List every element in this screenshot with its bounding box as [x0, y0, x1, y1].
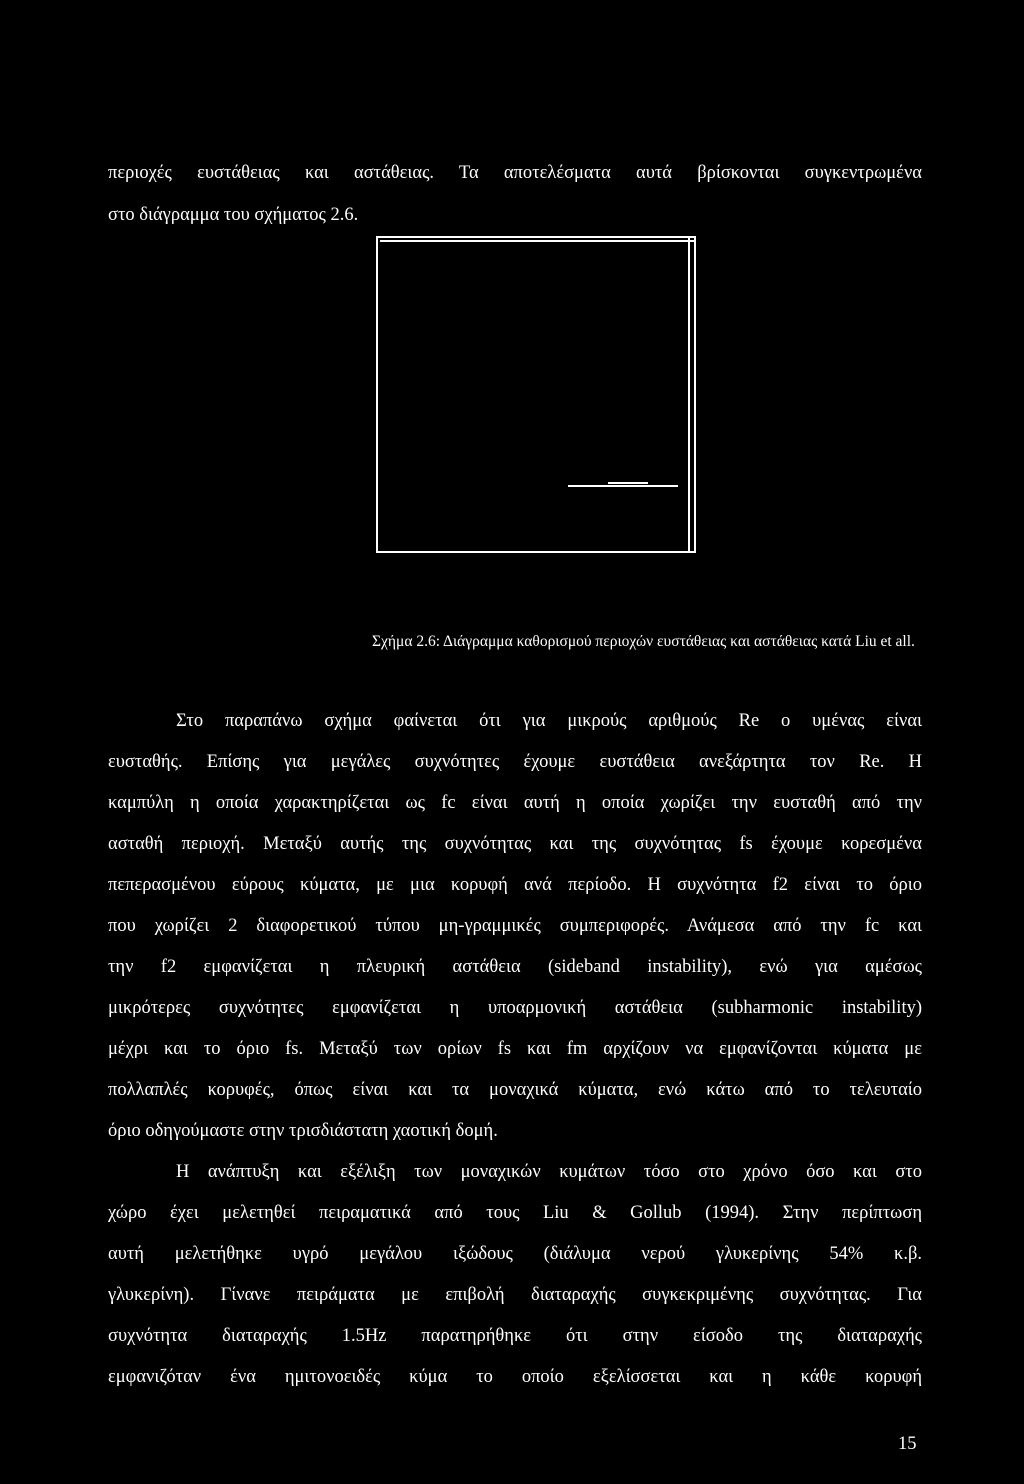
paragraph-1-line-5: πεπερασμένου εύρους κύματα, με μια κορυφή ανά περίοδο. Η συχνότητα f2 είναι το όριο — [108, 875, 922, 895]
paragraph-1-line-6: που χωρίζει 2 διαφορετικού τύπου μη-γραμμικές συμπεριφορές. Ανάμεσα από την fc και — [108, 916, 922, 936]
intro-line-2: στο διάγραμμα του σχήματος 2.6. — [108, 205, 359, 225]
figure-2-6 — [376, 236, 696, 553]
figure-frame-inner-top — [380, 240, 694, 242]
paragraph-1-line-7: την f2 εμφανίζεται η πλευρική αστάθεια (sideband instability), ενώ για αμέσως — [108, 957, 922, 977]
intro-line-1: περιοχές ευστάθειας και αστάθειας. Τα αποτελέσματα αυτά βρίσκονται συγκεντρωμένα — [108, 163, 922, 183]
figure-curve-segment — [568, 485, 678, 487]
figure-frame-inner-right — [688, 238, 690, 551]
paragraph-2-line-6: εμφανιζόταν ένα ημιτονοειδές κύμα το οποίο εξελίσσεται και η κάθε κορυφή — [108, 1367, 922, 1387]
paragraph-1-line-4: ασταθή περιοχή. Μεταξύ αυτής της συχνότητας και της συχνότητας fs έχουμε κορεσμένα — [108, 834, 922, 854]
paragraph-2-line-3: αυτή μελετήθηκε υγρό μεγάλου ιξώδους (διάλυμα νερού γλυκερίνης 54% κ.β. — [108, 1244, 922, 1264]
figure-caption: Σχήμα 2.6: Διάγραμμα καθορισμού περιοχών ευστάθειας και αστάθειας κατά Liu et all. — [372, 633, 915, 650]
paragraph-1-line-11: όριο οδηγούμαστε στην τρισδιάστατη χαοτική δομή. — [108, 1121, 498, 1141]
paragraph-1-line-3: καμπύλη η οποία χαρακτηρίζεται ως fc είναι αυτή η οποία χωρίζει την ευσταθή από την — [108, 793, 922, 813]
paragraph-1-line-10: πολλαπλές κορυφές, όπως είναι και τα μοναχικά κύματα, ενώ κάτω από το τελευταίο — [108, 1080, 922, 1100]
paragraph-2-line-2: χώρο έχει μελετηθεί πειραματικά από τους Liu & Gollub (1994). Στην περίπτωση — [108, 1203, 922, 1223]
page-number: 15 — [898, 1434, 917, 1454]
paragraph-1-line-8: μικρότερες συχνότητες εμφανίζεται η υποαρμονική αστάθεια (subharmonic instability) — [108, 998, 922, 1018]
paragraph-2-line-5: συχνότητα διαταραχής 1.5Hz παρατηρήθηκε ότι στην είσοδο της διαταραχής — [108, 1326, 922, 1346]
paragraph-1-line-1: Στο παραπάνω σχήμα φαίνεται ότι για μικρούς αριθμούς Re ο υμένας είναι — [176, 711, 922, 731]
paragraph-1-line-2: ευσταθής. Επίσης για μεγάλες συχνότητες έχουμε ευστάθεια ανεξάρτητα τον Re. Η — [108, 752, 922, 772]
paragraph-2-line-4: γλυκερίνη). Γίνανε πειράματα με επιβολή διαταραχής συγκεκριμένης συχνότητας. Για — [108, 1285, 922, 1305]
paragraph-1-line-9: μέχρι και το όριο fs. Μεταξύ των ορίων fs και fm αρχίζουν να εμφανίζονται κύματα με — [108, 1039, 922, 1059]
figure-curve-segment-upper — [608, 482, 648, 484]
paragraph-2-line-1: Η ανάπτυξη και εξέλιξη των μοναχικών κυμάτων τόσο στο χρόνο όσο και στο — [176, 1162, 922, 1182]
